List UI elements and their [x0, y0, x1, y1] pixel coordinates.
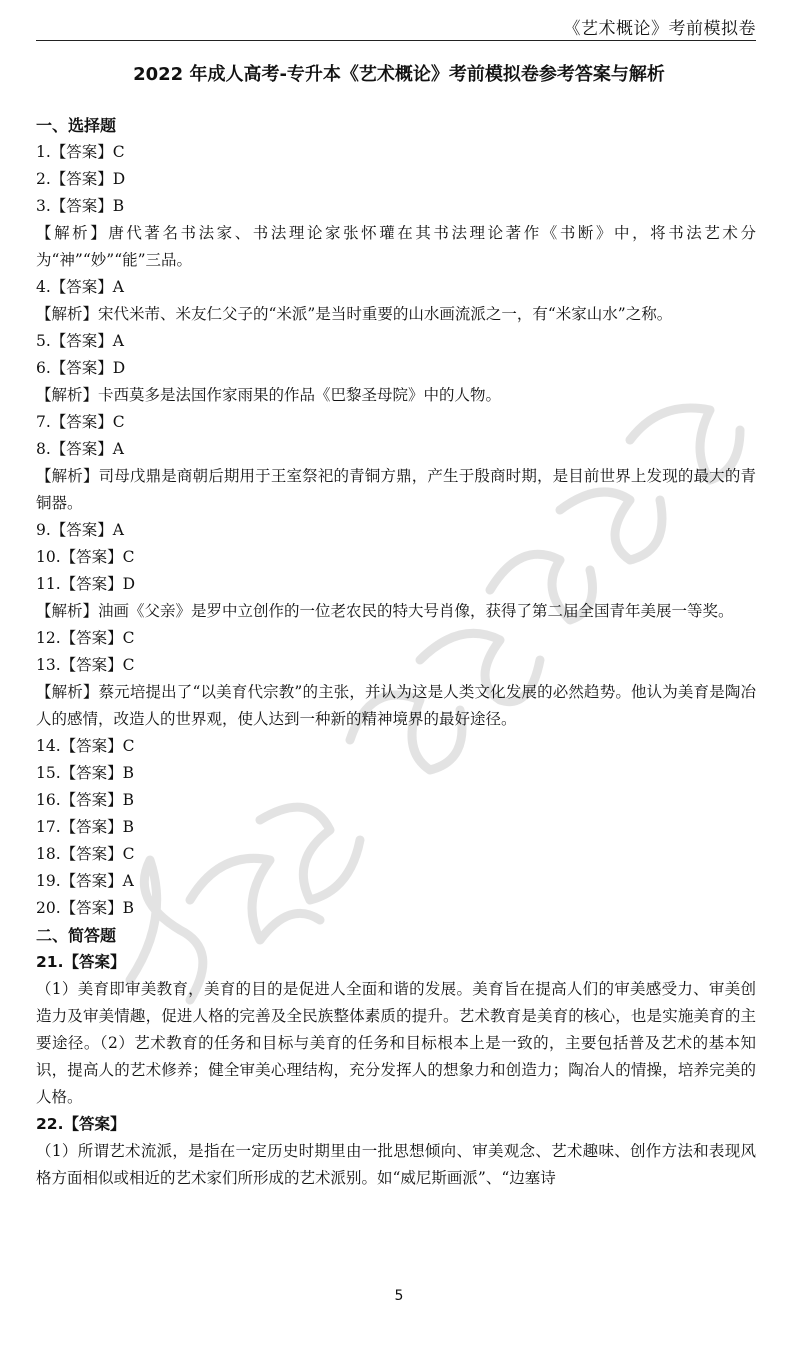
- explanation-text: 【解析】宋代米芾、米友仁父子的“米派”是当时重要的山水画流派之一，有“米家山水”之称。: [36, 305, 673, 323]
- answer-line: 9.【答案】A: [36, 521, 124, 539]
- header-title: 《艺术概论》考前模拟卷: [563, 19, 756, 39]
- answer-line: 8.【答案】A: [36, 440, 124, 458]
- answer-line: 14.【答案】C: [36, 737, 135, 755]
- answer-line: 17.【答案】B: [36, 818, 135, 836]
- answer-line: 18.【答案】C: [36, 845, 135, 863]
- answer-line: 4.【答案】A: [36, 278, 124, 296]
- answer-line: 1.【答案】C: [36, 143, 125, 161]
- question-21-answer: （1）美育即审美教育，美育的目的是促进人全面和谐的发展。美育旨在提高人们的审美感受力、审美创造力及审美情趣，促进人格的完善及全民族整体素质的提升。艺术教育是美育的核心，也是实施美育的主要途径。（2）艺术教育的任务和目标与美育的任务和目标根本上是一致的，主要包括普及艺术的基本知识，提高人的艺术修养；健全审美心理结构，充分发挥人的想象力和创造力；陶冶人的情操，培养完美的人格。: [36, 980, 756, 1106]
- answer-line: 6.【答案】D: [36, 359, 126, 377]
- document-title: 2022 年成人高考-专升本《艺术概论》考前模拟卷参考答案与解析: [133, 64, 665, 85]
- question-21-label: 21.【答案】: [36, 953, 126, 971]
- question-22-answer: （1）所谓艺术流派，是指在一定历史时期里由一批思想倾向、审美观念、艺术趣味、创作方法和表现风格方面相似或相近的艺术家们所形成的艺术派别。如“威尼斯画派”、“边塞诗: [36, 1142, 756, 1187]
- section-heading-short-answer: 二、简答题: [36, 926, 117, 945]
- answer-line: 12.【答案】C: [36, 629, 135, 647]
- answer-line: 20.【答案】B: [36, 899, 135, 917]
- section-heading-choice: 一、选择题: [36, 116, 117, 135]
- answer-line: 10.【答案】C: [36, 548, 135, 566]
- answer-line: 15.【答案】B: [36, 764, 135, 782]
- answer-line: 19.【答案】A: [36, 872, 134, 890]
- answer-line: 13.【答案】C: [36, 656, 135, 674]
- page-number: 5: [394, 1288, 404, 1304]
- explanation-text: 【解析】油画《父亲》是罗中立创作的一位老农民的特大号肖像，获得了第二届全国青年美展一等奖。: [36, 602, 734, 620]
- answer-line: 16.【答案】B: [36, 791, 135, 809]
- answer-line: 5.【答案】A: [36, 332, 124, 350]
- explanation-text: 【解析】卡西莫多是法国作家雨果的作品《巴黎圣母院》中的人物。: [36, 386, 502, 404]
- question-22-label: 22.【答案】: [36, 1115, 126, 1133]
- answer-line: 2.【答案】D: [36, 170, 126, 188]
- explanation-text: 【解析】唐代著名书法家、书法理论家张怀瓘在其书法理论著作《书断》中，将书法艺术分为“神”“妙”“能”三品。: [36, 224, 756, 269]
- explanation-text: 【解析】蔡元培提出了“以美育代宗教”的主张，并认为这是人类文化发展的必然趋势。他认为美育是陶冶人的感情，改造人的世界观，使人达到一种新的精神境界的最好途径。: [36, 683, 756, 728]
- page-header: [36, 12, 756, 41]
- answer-line: 3.【答案】B: [36, 197, 125, 215]
- answer-line: 7.【答案】C: [36, 413, 125, 431]
- answer-content: [36, 112, 756, 1192]
- explanation-text: 【解析】司母戊鼎是商朝后期用于王室祭祀的青铜方鼎，产生于殷商时期，是目前世界上发现的最大的青铜器。: [36, 467, 756, 512]
- answer-line: 11.【答案】D: [36, 575, 136, 593]
